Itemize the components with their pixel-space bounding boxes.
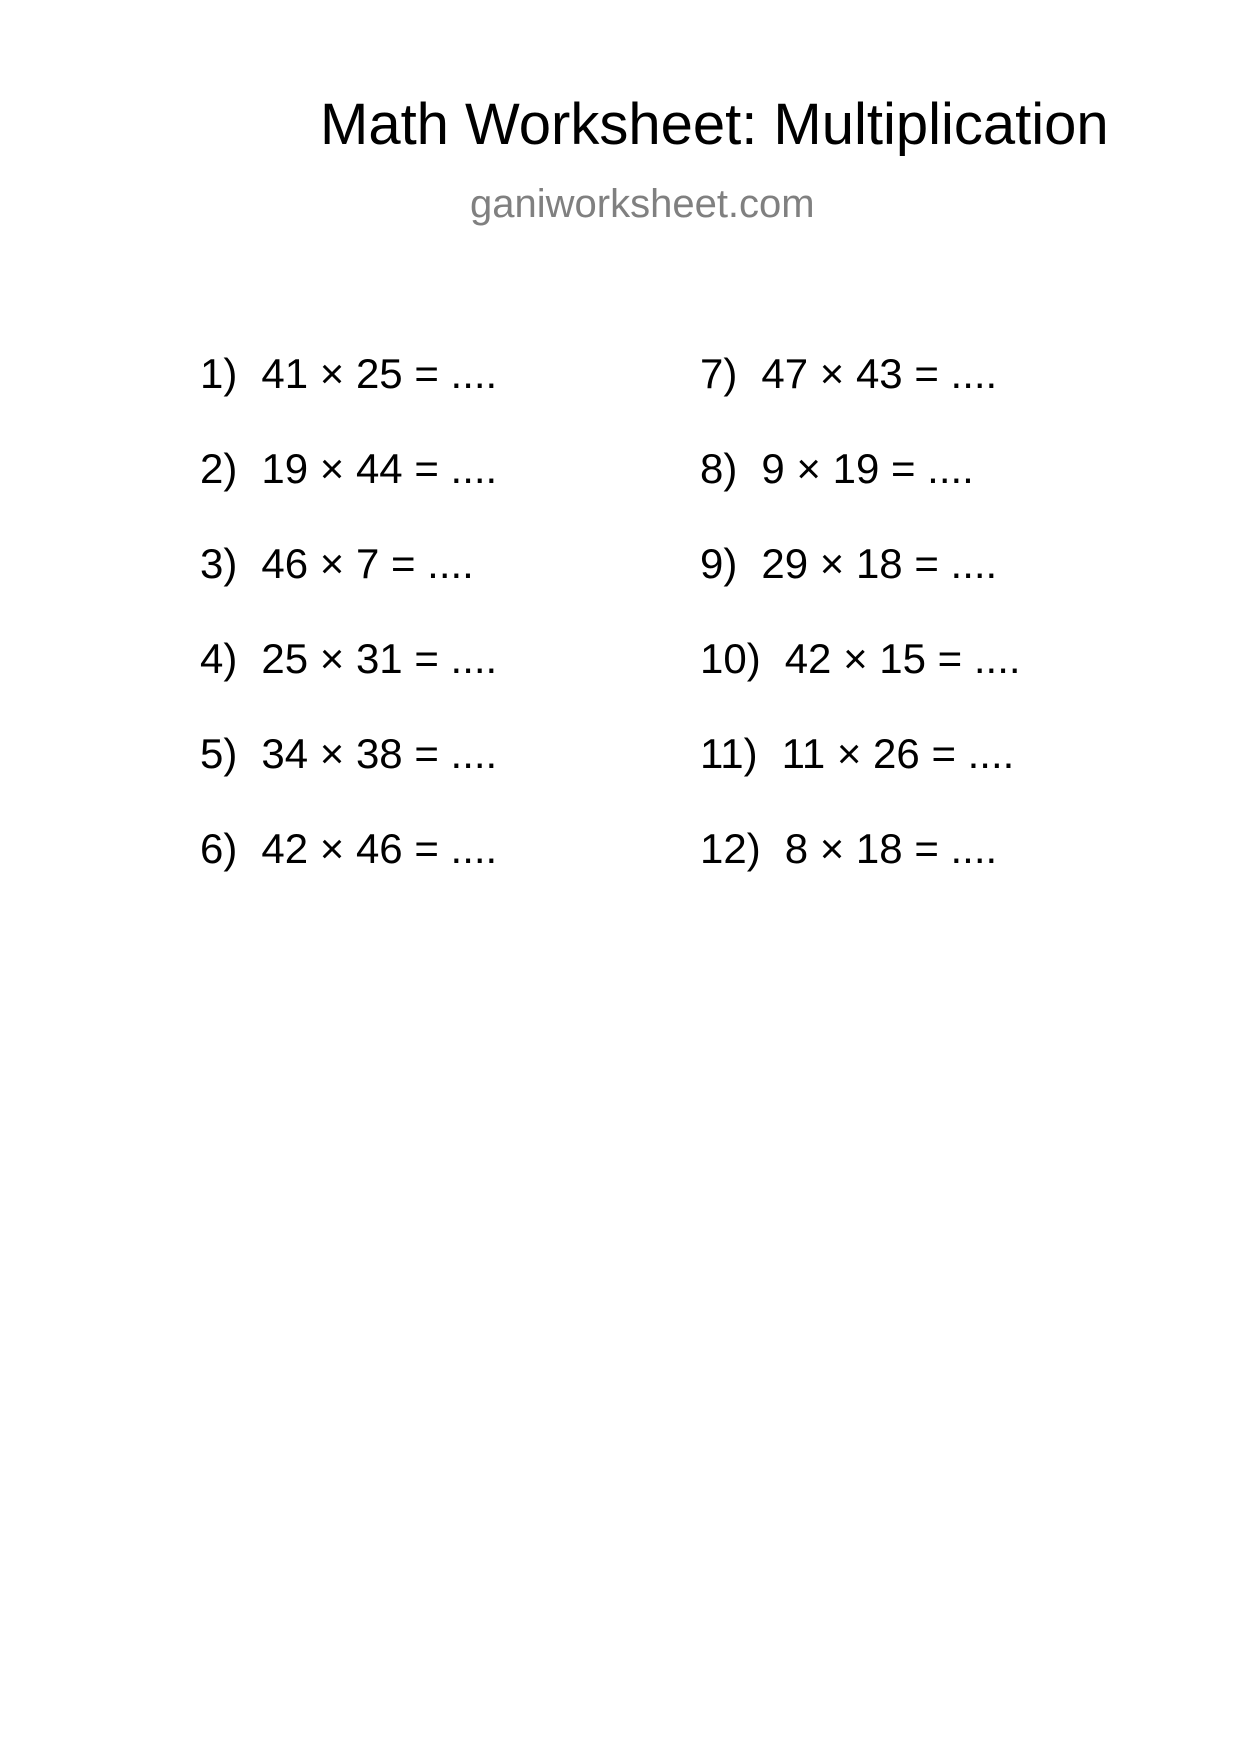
problem-item bbox=[200, 441, 497, 536]
problem-item bbox=[700, 726, 1021, 821]
problem-expression: 19 × 44 = .... bbox=[261, 445, 498, 492]
problem-expression: 8 × 18 = .... bbox=[784, 825, 998, 872]
page-title: Math Worksheet: Multiplication bbox=[320, 92, 1109, 157]
problem-expression: 29 × 18 = .... bbox=[761, 540, 998, 587]
problem-expression: 9 × 19 = .... bbox=[761, 445, 974, 492]
problem-number: 8) bbox=[700, 445, 738, 492]
problem-item bbox=[700, 821, 1021, 916]
problem-number: 12) bbox=[700, 825, 761, 872]
problem-number: 10) bbox=[700, 635, 761, 682]
problem-number: 2) bbox=[200, 445, 238, 492]
problem-item bbox=[200, 536, 497, 631]
problem-number: 6) bbox=[200, 825, 238, 872]
problem-expression: 41 × 25 = .... bbox=[261, 350, 498, 397]
problem-number: 5) bbox=[200, 730, 238, 777]
site-subtitle: ganiworksheet.com bbox=[470, 182, 815, 226]
problem-expression: 42 × 46 = .... bbox=[261, 825, 498, 872]
problem-expression: 34 × 38 = .... bbox=[261, 730, 498, 777]
problem-item bbox=[200, 346, 497, 441]
problem-item bbox=[200, 631, 497, 726]
problems-column-right bbox=[700, 346, 1021, 916]
problem-item bbox=[200, 726, 497, 821]
problem-expression: 46 × 7 = .... bbox=[261, 540, 474, 587]
problem-item bbox=[700, 536, 1021, 631]
problem-item bbox=[700, 631, 1021, 726]
problem-number: 3) bbox=[200, 540, 238, 587]
problem-expression: 11 × 26 = .... bbox=[781, 730, 1015, 777]
problem-number: 7) bbox=[700, 350, 738, 397]
problem-number: 1) bbox=[200, 350, 238, 397]
problem-number: 11) bbox=[700, 730, 758, 777]
problem-item bbox=[700, 441, 1021, 536]
problem-item bbox=[200, 821, 497, 916]
problem-number: 4) bbox=[200, 635, 238, 682]
problem-number: 9) bbox=[700, 540, 738, 587]
problem-expression: 25 × 31 = .... bbox=[261, 635, 498, 682]
problem-expression: 42 × 15 = .... bbox=[784, 635, 1021, 682]
problem-expression: 47 × 43 = .... bbox=[761, 350, 998, 397]
problem-item bbox=[700, 346, 1021, 441]
problems-column-left bbox=[200, 346, 497, 916]
